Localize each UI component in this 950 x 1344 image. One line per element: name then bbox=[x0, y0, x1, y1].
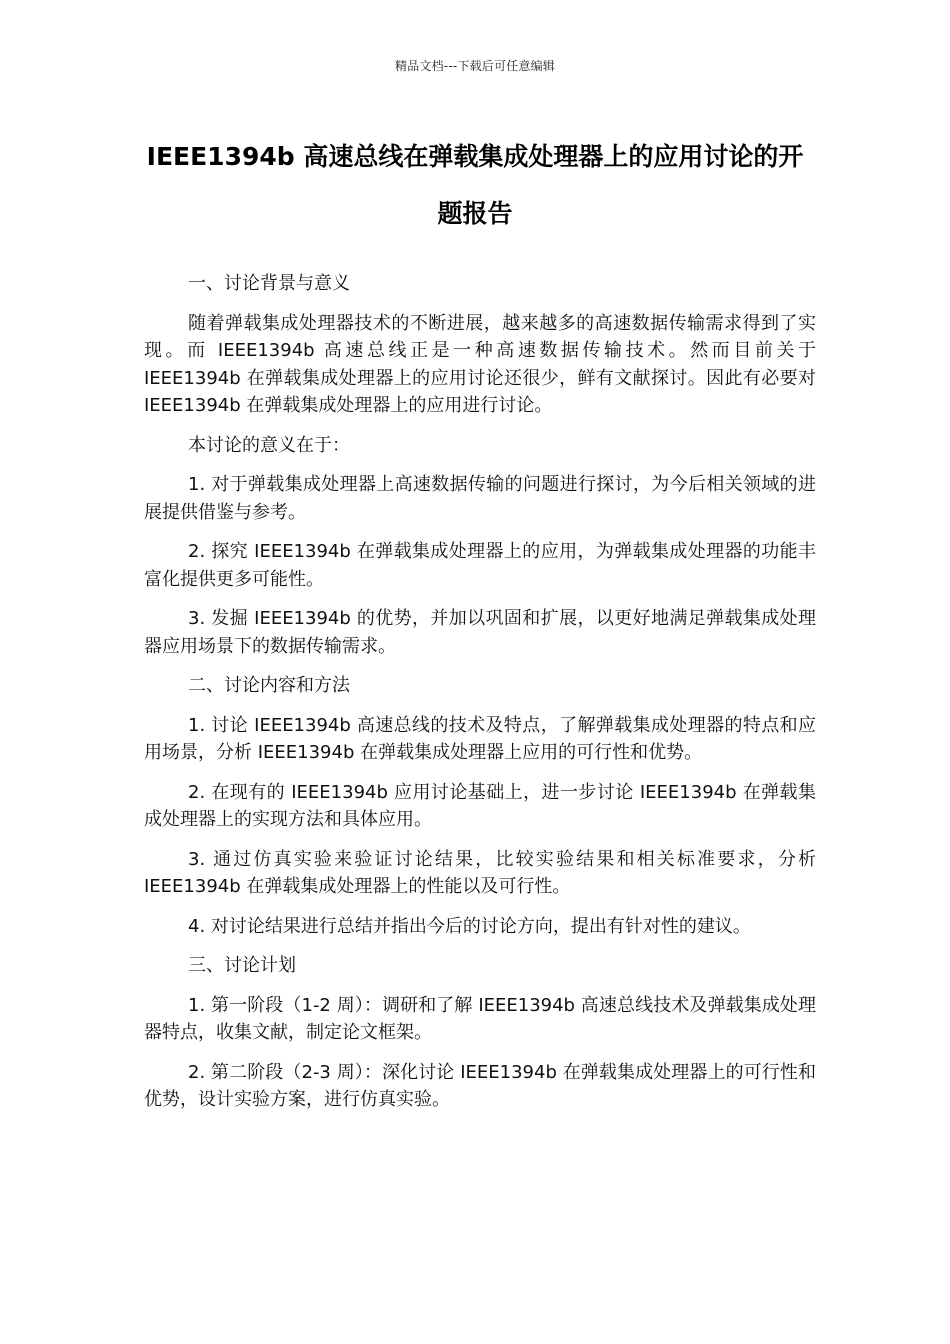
section-heading: 二、讨论内容和方法 bbox=[188, 675, 350, 696]
list-item: 4. 对讨论结果进行总结并指出今后的讨论方向，提出有针对性的建议。 bbox=[188, 915, 751, 937]
section-background bbox=[144, 270, 816, 660]
list-item: 2. 在现有的 IEEE1394b 应用讨论基础上，进一步讨论 IEEE1394b 在弹载集成处理器上的实现方法和具体应用。 bbox=[144, 781, 816, 830]
section-heading: 三、讨论计划 bbox=[188, 955, 296, 976]
list-item: 3. 通过仿真实验来验证讨论结果，比较实验结果和相关标准要求，分析 IEEE1394b 在弹载集成处理器上的性能以及可行性。 bbox=[144, 848, 816, 897]
document-title: IEEE1394b 高速总线在弹载集成处理器上的应用讨论的开题报告 bbox=[146, 142, 804, 228]
list-item: 2. 探究 IEEE1394b 在弹载集成处理器上的应用，为弹载集成处理器的功能丰富化提供更多可能性。 bbox=[144, 541, 816, 590]
section-plan bbox=[144, 952, 816, 1114]
document-body bbox=[144, 270, 816, 1126]
paragraph: 本讨论的意义在于： bbox=[188, 434, 350, 456]
list-item: 1. 第一阶段（1-2 周）：调研和了解 IEEE1394b 高速总线技术及弹载集成处理器特点，收集文献，制定论文框架。 bbox=[144, 994, 816, 1043]
header-note: 精品文档---下载后可任意编辑 bbox=[395, 59, 555, 73]
section-content-methods bbox=[144, 672, 816, 940]
section-heading: 一、讨论背景与意义 bbox=[188, 273, 350, 294]
paragraph: 随着弹载集成处理器技术的不断进展，越来越多的高速数据传输需求得到了实现。而 IEEE1394b 高速总线正是一种高速数据传输技术。然而目前关于 IEEE1394b 在弹载集成处理器上的应用讨论还很少，鲜有文献探讨。因此有必要对 IEEE1394b 在弹载集成处理器上的应用进行讨论。 bbox=[144, 312, 816, 416]
list-item: 1. 对于弹载集成处理器上高速数据传输的问题进行探讨，为今后相关领域的进展提供借鉴与参考。 bbox=[144, 474, 816, 523]
list-item: 3. 发掘 IEEE1394b 的优势，并加以巩固和扩展，以更好地满足弹载集成处理器应用场景下的数据传输需求。 bbox=[144, 608, 816, 657]
list-item: 2. 第二阶段（2-3 周）：深化讨论 IEEE1394b 在弹载集成处理器上的可行性和优势，设计实验方案，进行仿真实验。 bbox=[144, 1061, 816, 1110]
list-item: 1. 讨论 IEEE1394b 高速总线的技术及特点，了解弹载集成处理器的特点和应用场景，分析 IEEE1394b 在弹载集成处理器上应用的可行性和优势。 bbox=[144, 714, 816, 763]
